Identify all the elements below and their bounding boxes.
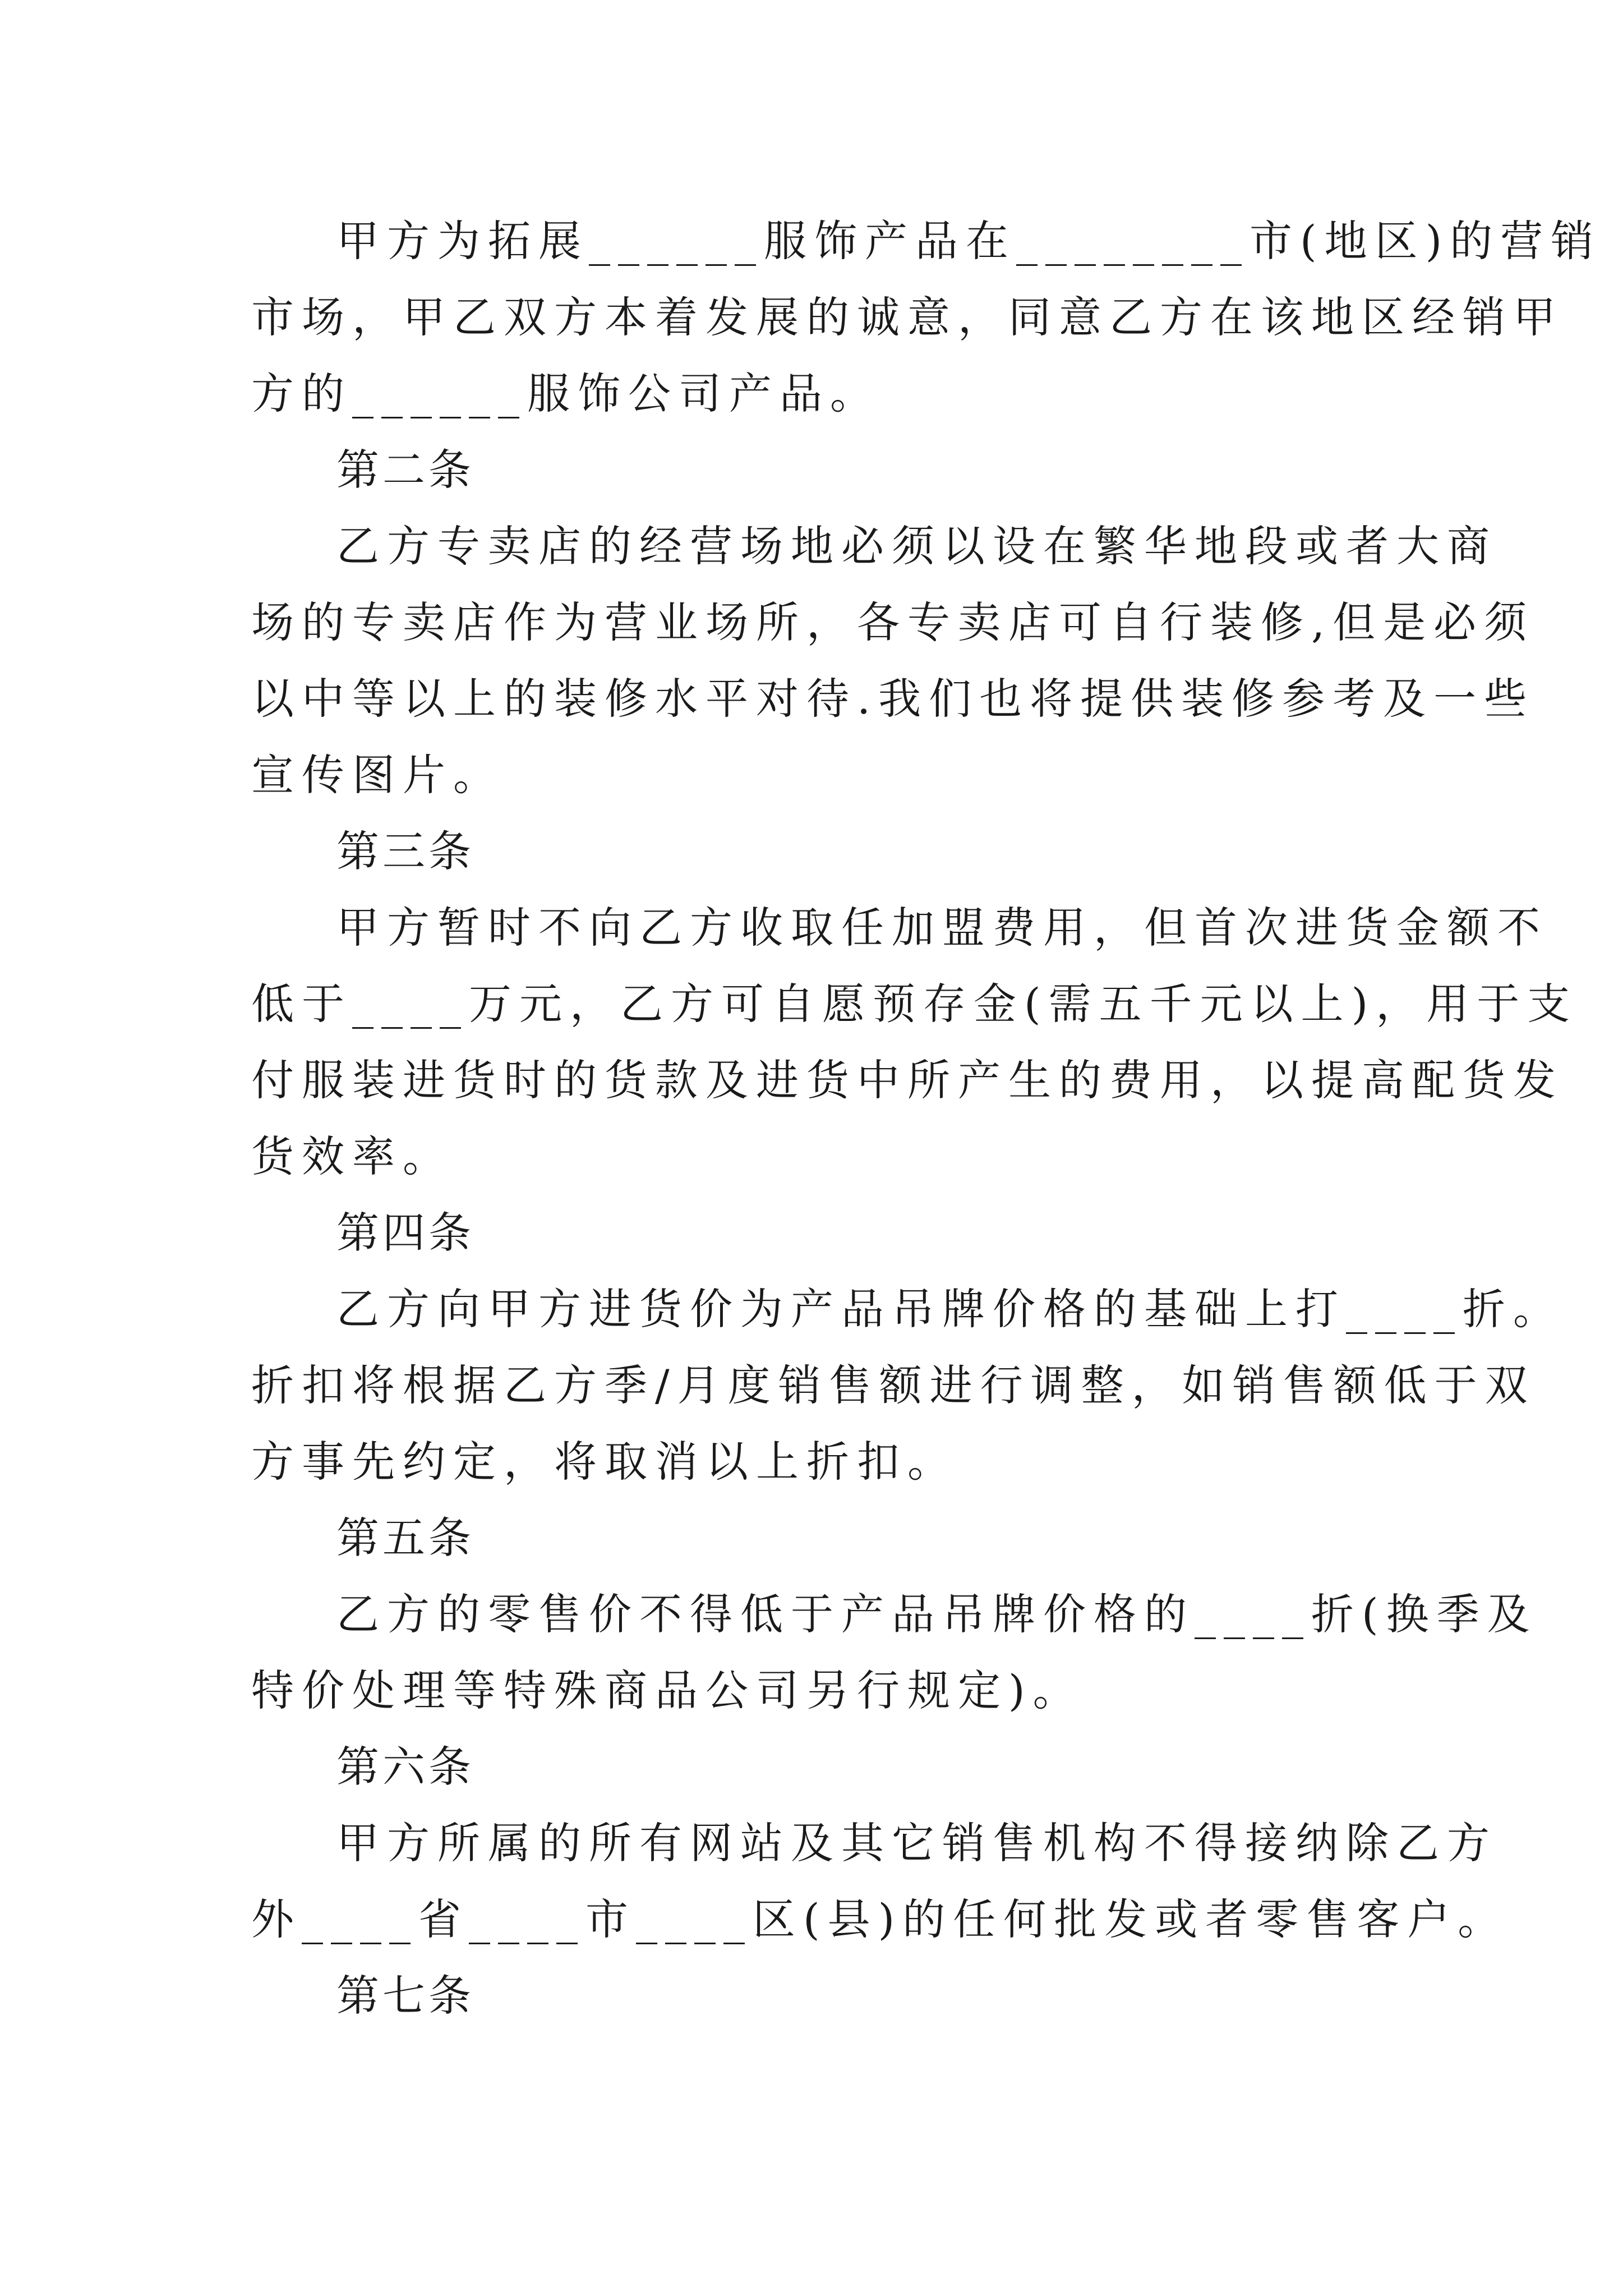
clause-2-paragraph xyxy=(251,508,1535,813)
paragraph-line: 场的专卖店作为营业场所，各专卖店可自行装修,但是必须 xyxy=(251,597,1535,647)
paragraph-line: 付服装进货时的货款及进货中所产生的费用，以提高配货发 xyxy=(251,1055,1564,1105)
paragraph-line: 外____省____市____区(县)的任何批发或者零售客户。 xyxy=(251,1894,1509,1944)
paragraph-line: 甲方所属的所有网站及其它销售机构不得接纳除乙方 xyxy=(336,1818,1497,1868)
clause-3-heading: 第三条 xyxy=(336,826,474,876)
clause-3-paragraph xyxy=(251,890,1578,1195)
paragraph-line: 以中等以上的装修水平对待.我们也将提供装修参考及一些 xyxy=(251,674,1535,724)
clause-7-heading: 第七条 xyxy=(336,1971,474,2021)
clause-4-heading: 第四条 xyxy=(336,1208,474,1258)
paragraph-line: 甲方暂时不向乙方收取任加盟费用，但首次进货金额不 xyxy=(336,903,1548,953)
paragraph-line: 乙方向甲方进货价为产品吊牌价格的基础上打____折。 xyxy=(336,1284,1564,1334)
paragraph-line: 乙方的零售价不得低于产品吊牌价格的____折(换季及 xyxy=(336,1589,1538,1639)
paragraph-line: 货效率。 xyxy=(251,1131,453,1181)
clause-4-paragraph xyxy=(251,1271,1564,1500)
clause-6-heading: 第六条 xyxy=(336,1742,474,1792)
paragraph-line: 方的______服饰公司产品。 xyxy=(251,369,880,418)
clause-2-heading: 第二条 xyxy=(336,445,474,495)
paragraph-line: 乙方专卖店的经营场地必须以设在繁华地段或者大商 xyxy=(336,521,1497,571)
clause-6-paragraph xyxy=(251,1805,1509,1958)
clause-5-paragraph xyxy=(251,1576,1538,1729)
paragraph-line: 低于____万元，乙方可自愿预存金(需五千元以上)，用于支 xyxy=(251,979,1578,1029)
clause-5-heading: 第五条 xyxy=(336,1513,474,1563)
paragraph-line: 甲方为拓展______服饰产品在________市(地区)的营销 xyxy=(336,216,1602,266)
paragraph-line: 折扣将根据乙方季/月度销售额进行调整，如销售额低于双 xyxy=(251,1360,1536,1410)
paragraph-line: 市场，甲乙双方本着发展的诚意，同意乙方在该地区经销甲 xyxy=(251,292,1564,342)
paragraph-line: 宣传图片。 xyxy=(251,750,504,800)
clause-1-paragraph xyxy=(251,203,1602,432)
paragraph-line: 特价处理等特殊商品公司另行规定)。 xyxy=(251,1665,1083,1715)
paragraph-line: 方事先约定，将取消以上折扣。 xyxy=(251,1437,958,1487)
